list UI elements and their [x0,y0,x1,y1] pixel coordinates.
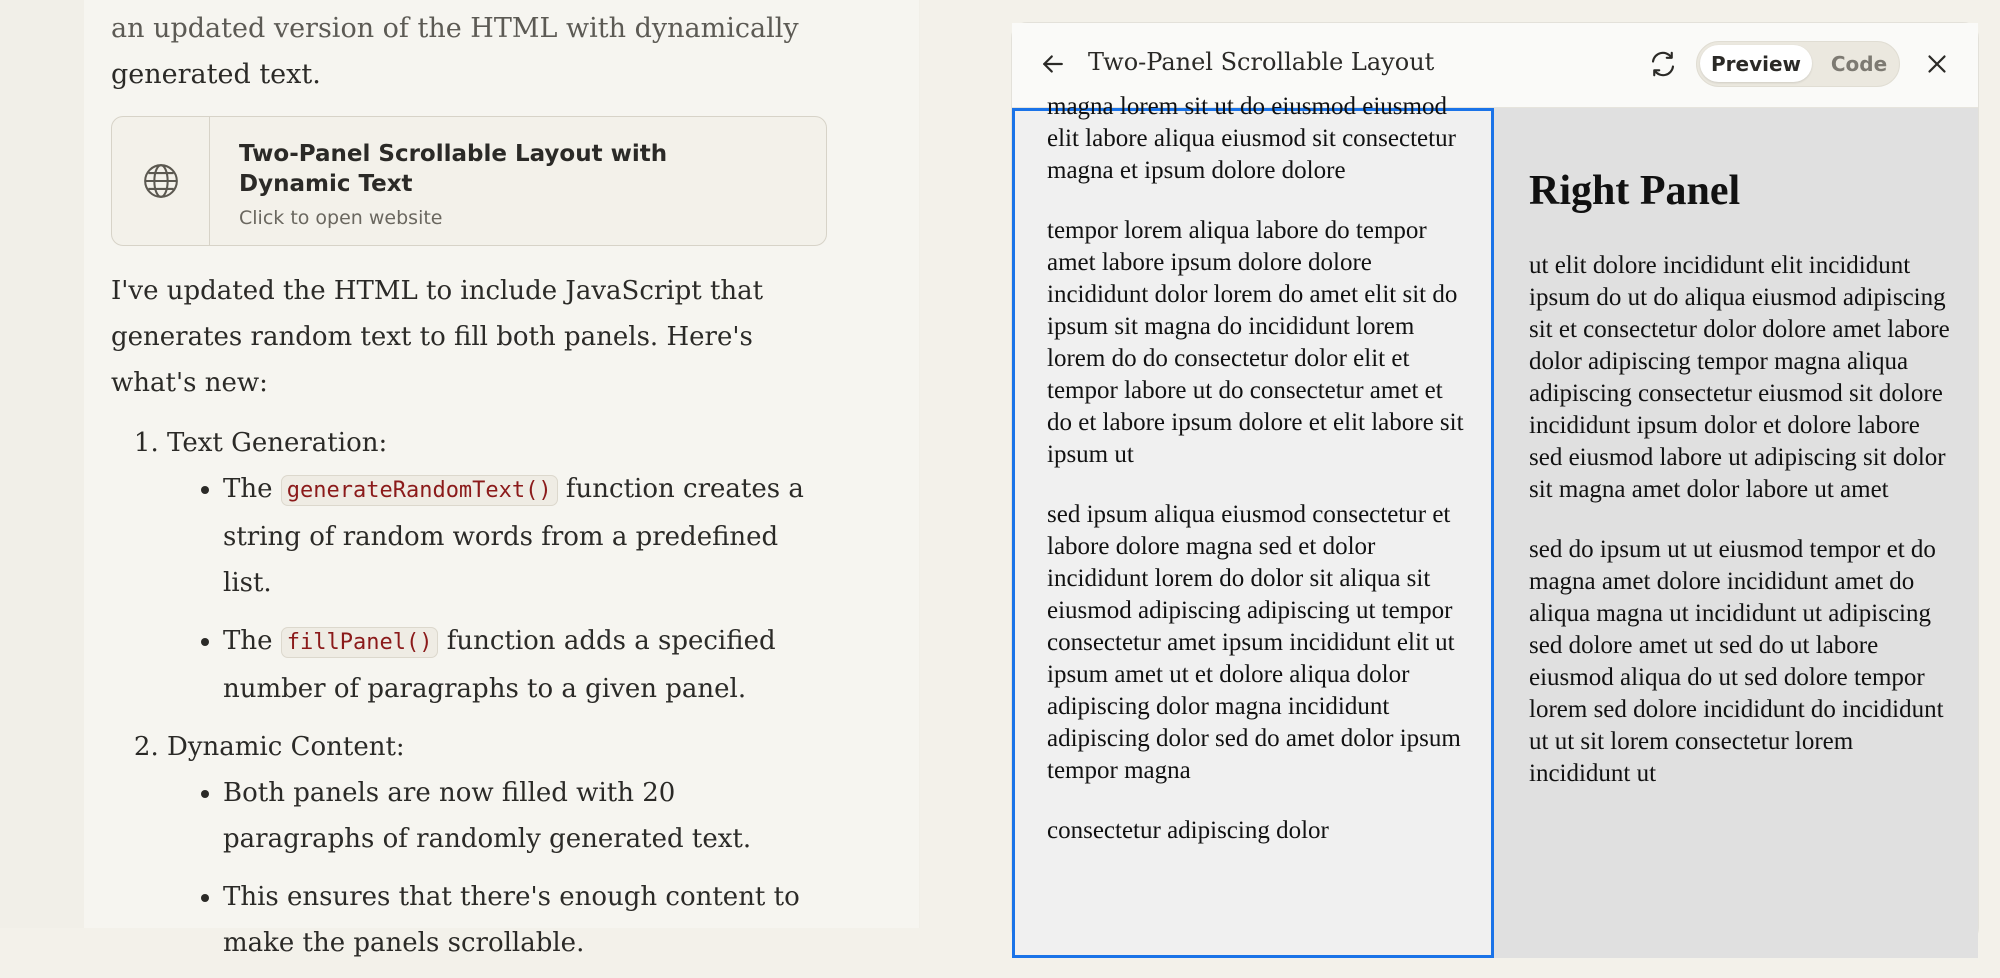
code-inline: generateRandomText() [281,475,558,506]
intro-line-2: generated text. [111,59,321,90]
close-icon [1922,49,1952,79]
left-paragraph: magna lorem sit ut do eiusmod eiusmod elit labore aliqua eiusmod sit consectetur magna et ipsum dolore dolore [1047,93,1456,184]
card-icon-box [112,117,210,245]
card-title: Two-Panel Scrollable Layout with Dynamic Text [239,141,668,197]
code-inline: fillPanel() [281,627,439,658]
left-panel[interactable] [1012,93,1494,958]
right-panel-heading: Right Panel [1529,168,1741,214]
refresh-icon [1648,49,1678,79]
bullet-list [167,466,831,712]
website-preview [1012,93,1978,948]
bullet-item: • The fillPanel() function adds a specified number of paragraphs to a given panel. [223,618,831,712]
left-paragraph: consectetur adipiscing dolor [1047,817,1329,844]
right-paragraph: sed do ipsum ut ut eiusmod tempor et do magna amet dolore incididunt amet do aliqua magna ut incididunt ut adipiscing sed dolore amet ut sed do ut labore eiusmod aliqua do ut sed dolore tempor lorem sed dolore incididunt do incididunt ut ut sit lorem consectetur lorem incididunt ut [1529,536,1944,787]
intro-line-1: an updated version of the HTML with dynamically [111,13,799,44]
left-panel-content [1047,91,1467,875]
bullet-item: • The generateRandomText() function creates a string of random words from a predefined list. [223,466,831,606]
code-tab[interactable]: Code [1830,51,1888,76]
artifact-card[interactable] [111,116,827,246]
intro-text [111,6,831,98]
chat-column [84,0,919,958]
left-paragraph: tempor lorem aliqua labore do tempor amet labore ipsum dolore dolore incididunt dolor lorem do amet elit sit do ipsum sit magna do incididunt lorem lorem do do consectetur dolor elit et tempor labore ut do consectetur amet et do et labore ipsum dolore et elit labore sit ipsum ut [1047,217,1464,468]
left-paragraph: sed ipsum aliqua eiusmod consectetur et labore dolore magna sed et dolor incididunt lorem do dolor sit aliqua sit eiusmod adipiscing adipiscing ut tempor consectetur amet ipsum incididunt elit ut ipsum amet ut et dolore aliqua dolor adipiscing dolor magna incididunt adipiscing dolor sed do amet dolor ipsum tempor magna [1047,501,1461,784]
bullet-item: • This ensures that there's enough content to make the panels scrollable. [223,874,831,966]
bullet-item: • Both panels are now filled with 20 paragraphs of randomly generated text. [223,770,831,862]
list-item [167,724,831,966]
arrow-left-icon [1038,49,1068,79]
list-heading: Text Generation: [167,428,388,458]
right-paragraph: ut elit dolore incididunt elit incididunt ipsum do ut do aliqua eiusmod adipiscing sit et consectetur dolor dolore amet labore dolor adipiscing tempor magna aliqua adipiscing consectetur eiusmod sit dolore incididunt ipsum dolor et dolore labore sed eiusmod labore ut adipiscing sit dolor sit magna amet dolor labore ut amet [1529,252,1950,503]
list-item [167,420,831,712]
preview-tab[interactable]: Preview [1700,45,1812,82]
right-panel-content [1529,168,1959,818]
artifact-panel [1011,22,1979,944]
back-button[interactable] [1038,49,1068,79]
right-panel[interactable] [1494,108,1978,958]
artifact-title: Two-Panel Scrollable Layout [1088,48,1435,76]
view-toggle [1696,41,1900,87]
close-button[interactable] [1922,49,1952,79]
changes-list [111,420,831,966]
refresh-button[interactable] [1648,49,1678,79]
globe-icon [142,162,180,200]
chat-message [111,0,831,978]
card-text [210,117,779,245]
card-subtitle: Click to open website [239,207,443,229]
bullet-list [167,770,831,966]
list-heading: Dynamic Content: [167,732,405,762]
response-paragraph: I've updated the HTML to include JavaScript that generates random text to fill both panels. Here's what's new: [111,276,764,398]
